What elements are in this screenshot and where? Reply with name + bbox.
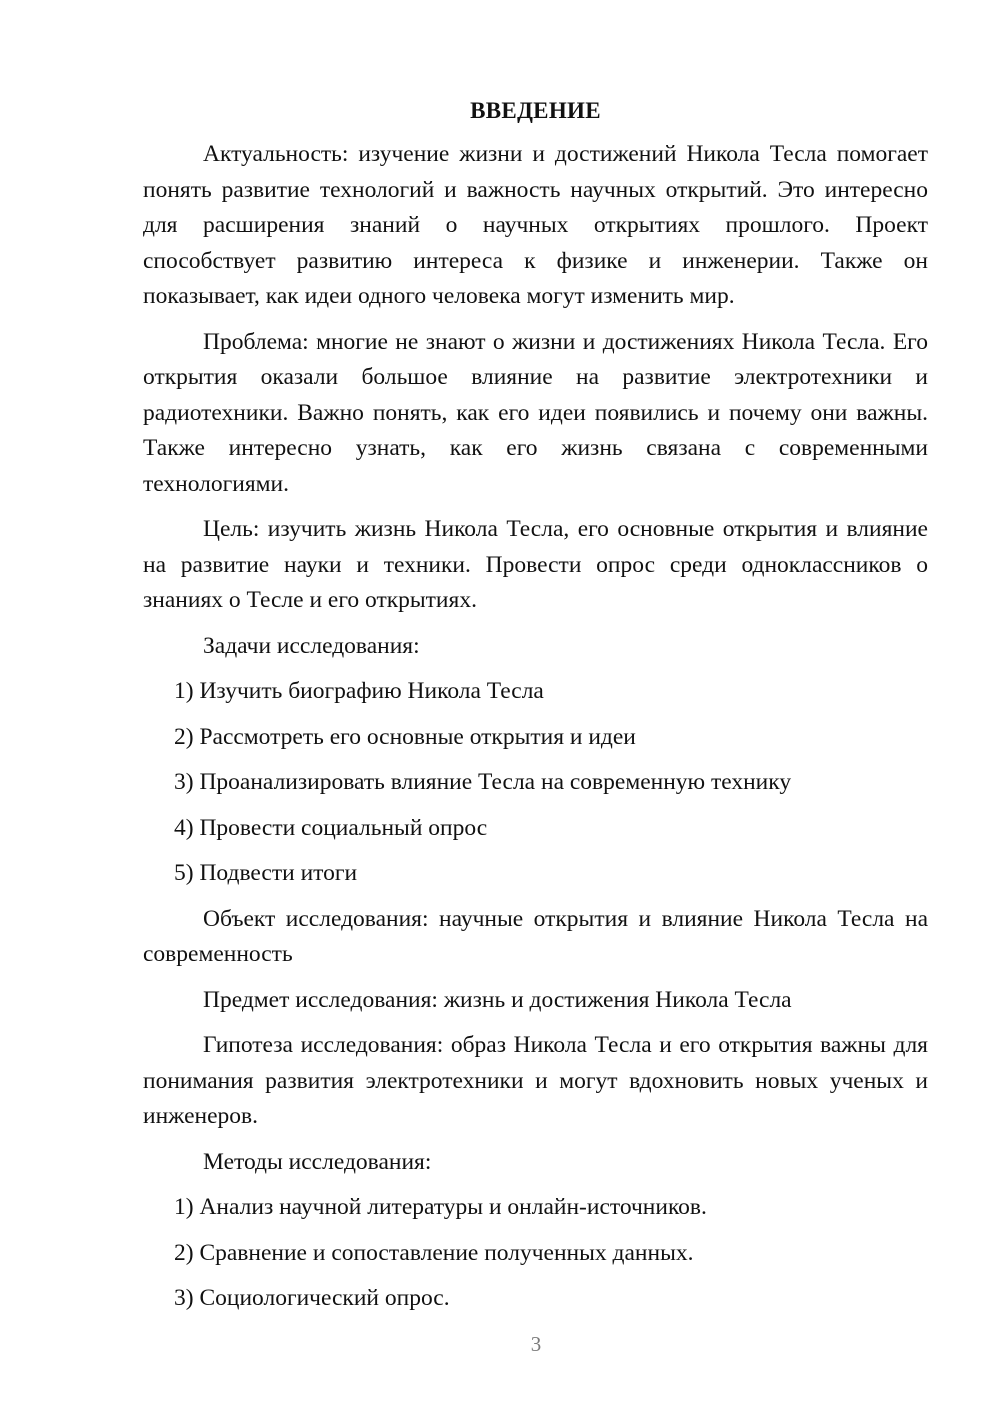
list-item: 3) Проанализировать влияние Тесла на современную технику xyxy=(174,769,792,795)
list-item: 5) Подвести итоги xyxy=(174,860,358,886)
subject-paragraph: Предмет исследования: жизнь и достижения Никола Тесла xyxy=(203,986,792,1013)
page-number: 3 xyxy=(530,1332,542,1356)
list-item: 1) Анализ научной литературы и онлайн-источников. xyxy=(174,1194,707,1220)
object-paragraph: Объект исследования: научные открытия и влияние Никола Тесла на современность xyxy=(143,905,928,967)
problem-paragraph: Проблема: многие не знают о жизни и достижениях Никола Тесла. Его открытия оказали большое влияние на развитие электротехники и радиотехники. Важно понять, как его идеи появились и почему они важны. Также интересно узнать, как его жизнь связана с современными технологиями. xyxy=(143,328,928,497)
tasks-list xyxy=(143,674,928,892)
list-item: 4) Провести социальный опрос xyxy=(174,814,488,841)
hypothesis-paragraph: Гипотеза исследования: образ Никола Тесла и его открытия важны для понимания развития электротехники и могут вдохновить новых ученых и инженеров. xyxy=(143,1032,928,1129)
list-item: 1) Изучить биографию Никола Тесла xyxy=(174,678,544,704)
list-item: 3) Социологический опрос. xyxy=(174,1285,450,1311)
relevance-paragraph: Актуальность: изучение жизни и достижений Никола Тесла помогает понять развитие технологий и важность научных открытий. Это интересно для расширения знаний о научных открытиях прошлого. Проект способствует развитию интереса к физике и инженерии. Также он показывает, как идеи одного человека могут изменить мир. xyxy=(143,141,928,309)
tasks-label: Задачи исследования: xyxy=(203,632,420,659)
methods-label: Методы исследования: xyxy=(203,1148,432,1175)
document-page xyxy=(143,96,928,1327)
list-item: 2) Сравнение и сопоставление полученных данных. xyxy=(174,1239,694,1266)
page-title: ВВЕДЕНИЕ xyxy=(470,98,601,123)
methods-list xyxy=(143,1190,928,1317)
list-item: 2) Рассмотреть его основные открытия и идеи xyxy=(174,723,636,750)
goal-paragraph: Цель: изучить жизнь Никола Тесла, его основные открытия и влияние на развитие науки и техники. Провести опрос среди одноклассников о знаниях о Тесле и его открытиях. xyxy=(143,516,928,613)
